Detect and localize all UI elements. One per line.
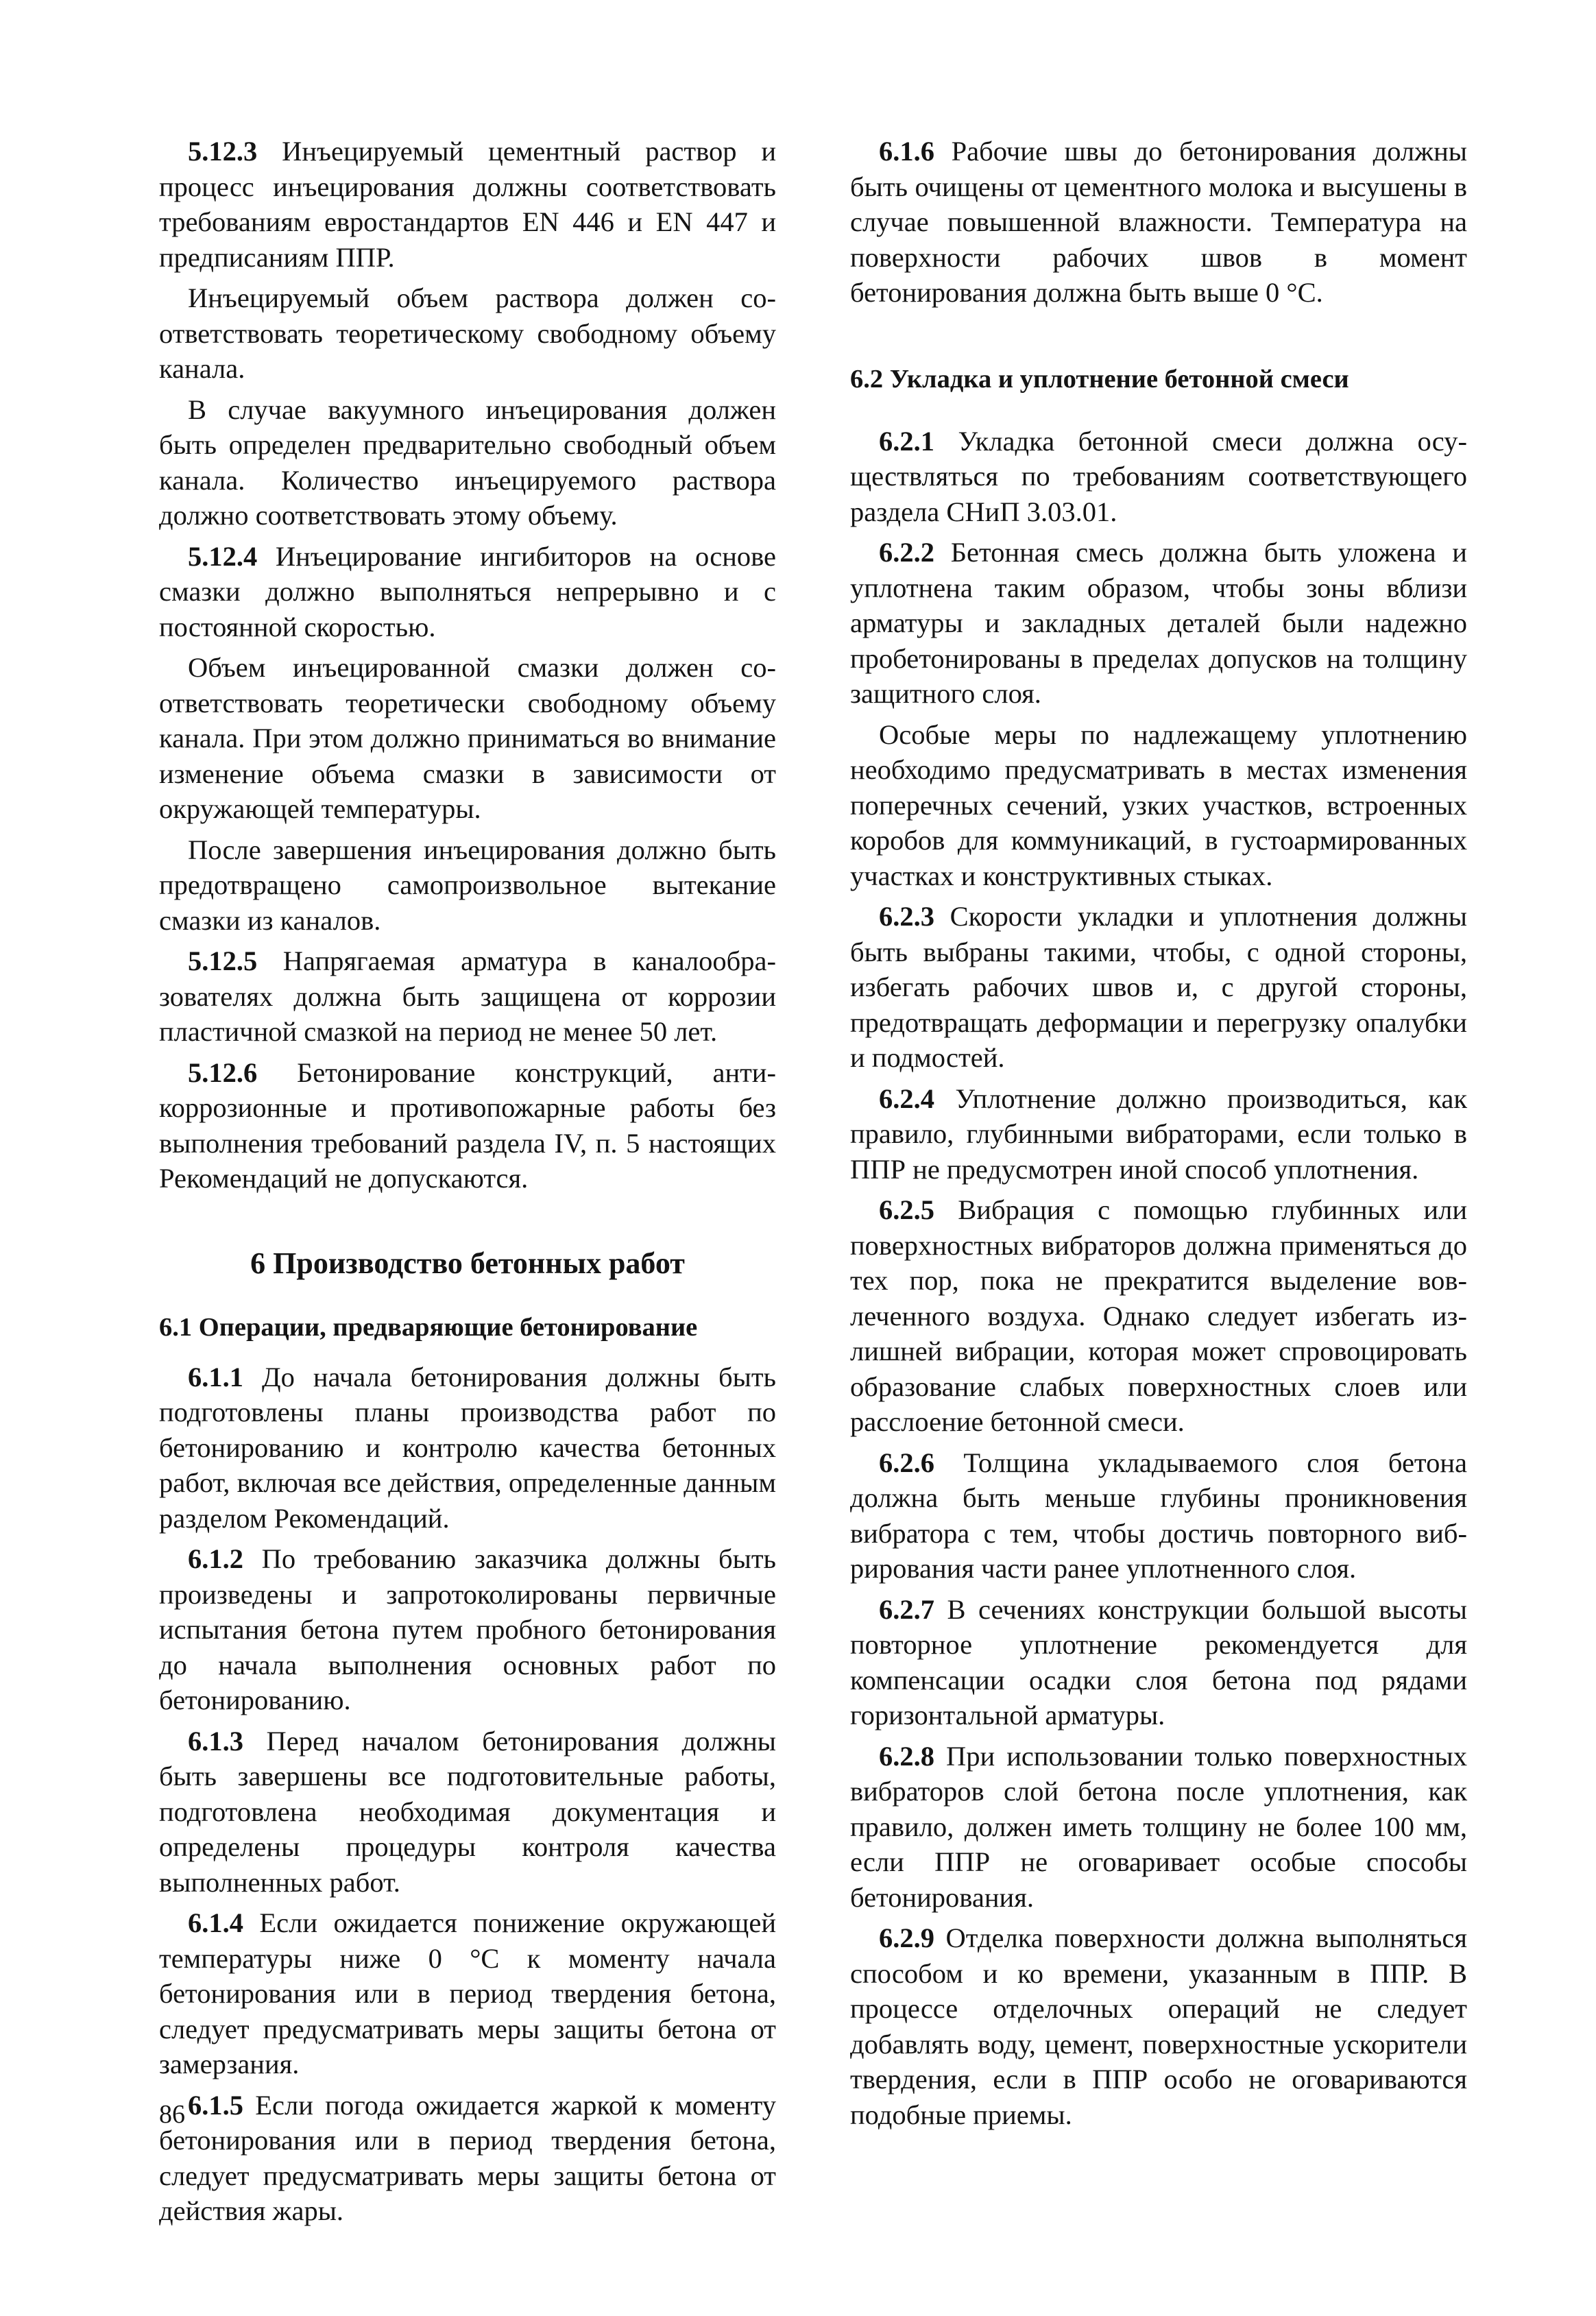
clause-text: Отделка поверхности должна выполняться способом и ко времени, указанным в ППР. В процессе отделочных операций не следует добавлять воду, цемент, поверхностные ускорители твердения, если в ППР особо не оговариваются подобные приемы.: [850, 1922, 1467, 2130]
clause-number: 5.12.6: [188, 1057, 258, 1088]
paragraph-volume: Инъецируемый объем раствора должен соответствовать теоретическому свободному объему канала.: [159, 282, 776, 384]
paragraph-6-1-5: [159, 2088, 776, 2229]
paragraph-6-1-1: [159, 1360, 776, 1536]
clause-text: Толщина укладываемого слоя бетона должна быть меньше глубины проникновения вибратора с тем, чтобы достичь повторного вибрирования части ранее уплотненного слоя.: [850, 1447, 1467, 1584]
clause-number: 6.2.4: [879, 1083, 934, 1114]
paragraph-after: После завершения инъецирования должно быть предотвращено самопроизвольное вытекание смазки из каналов.: [159, 834, 776, 936]
paragraph-6-2-8: [850, 1739, 1467, 1916]
paragraph-6-2-6: [850, 1445, 1467, 1587]
paragraph-6-1-3: [159, 1724, 776, 1901]
paragraph-6-1-6: [850, 134, 1467, 311]
clause-text: Перед началом бетонирования должны быть завершены все подготовительные работы, подготовлена необходимая документация и определены процедуры контроля качества выполненных работ.: [159, 1725, 776, 1898]
paragraph-5-12-3: [159, 134, 776, 275]
clause-text: Если ожидается понижение окружающей температуры ниже 0 °С к моменту начала бетонирования или в период твердения бетона, следует предусматривать меры защиты бетона от замерзания.: [159, 1907, 776, 2079]
clause-number: 6.1.1: [188, 1361, 243, 1392]
page-number: 86: [159, 2100, 185, 2129]
subsection-heading-6-2: 6.2 Укладка и уплотнение бетонной смеси: [850, 364, 1349, 394]
clause-number: 6.1.3: [188, 1725, 243, 1757]
clause-number: 6.1.5: [188, 2089, 243, 2121]
clause-text: При использовании только поверхностных вибраторов слой бетона после уплотнения, как правило, должен иметь толщину не более 100 мм, если ППР не оговаривает особые способы бетонирования.: [850, 1740, 1467, 1913]
paragraph-6-2-7: [850, 1592, 1467, 1733]
section-heading-6: 6 Производство бетонных работ: [250, 1246, 685, 1280]
clause-text: До начала бетонирования должны быть подготовлены планы производства работ по бетонированию и контролю качества бетонных работ, включая все действия, определенные данным разделом Рекомендаций.: [159, 1361, 776, 1534]
clause-number: 6.2.2: [879, 537, 934, 568]
subsection-heading-6-1: 6.1 Операции, предваряющие бетонирование: [159, 1312, 698, 1342]
clause-text: Если погода ожидается жаркой к моменту бетонирования или в период твердения бетона, следует предусматривать меры защиты бетона от действия жары.: [159, 2089, 776, 2226]
paragraph-6-2-9: [850, 1920, 1467, 2132]
clause-number: 6.1.4: [188, 1907, 243, 1938]
paragraph-6-2-2: [850, 535, 1467, 712]
clause-number: 6.2.1: [879, 425, 934, 457]
paragraph-6-2-5: [850, 1192, 1467, 1440]
paragraph-5-12-4: [159, 539, 776, 645]
clause-number: 6.1.6: [879, 136, 934, 167]
paragraph-special-measures: Особые меры по надлежащему уплотнению необходимо предусматривать в местах изменения поперечных сечений, узких участков, встроенных коробов для коммуникаций, в густоармированных участках и конструктивных стыках.: [850, 719, 1467, 891]
paragraph-5-12-6: [159, 1055, 776, 1196]
paragraph-6-2-1: [850, 424, 1467, 530]
paragraph-6-1-4: [159, 1905, 776, 2082]
clause-number: 6.2.3: [879, 901, 934, 932]
clause-number: 6.2.9: [879, 1922, 934, 1953]
right-column: [850, 134, 1467, 2132]
clause-text: Уплотнение должно производиться, как правило, глубинными вибраторами, если только в ППР не предусмотрен иной способ уплотнения.: [850, 1083, 1467, 1185]
clause-text: Инъецируемый цементный раствор и процесс инъецирования должны соответствовать требованиям евростандартов EN 446 и EN 447 и предписаниям ППР.: [159, 136, 776, 273]
clause-number: 5.12.4: [188, 540, 258, 572]
clause-text: Напрягаемая арматура в каналообразователях должна быть защищена от коррозии пластичной смазкой на период не менее 50 лет.: [159, 945, 776, 1047]
clause-number: 6.2.7: [879, 1593, 934, 1625]
paragraph-grease: Объем инъецированной смазки должен соответствовать теоретически свободному объему канала. При этом должно приниматься во внимание изменение объема смазки в зависимости от окружающей температуры.: [159, 652, 776, 824]
clause-text: Бетонная смесь должна быть уложена и уплотнена таким образом, чтобы зоны вблизи арматуры и закладных деталей были надежно пробетонированы в пределах допусков на толщину защитного слоя.: [850, 537, 1467, 709]
clause-text: По требованию заказчика должны быть произведены и запротоколированы первичные испытания бетона путем пробного бетонирования до начала выполнения основных работ по бетонированию.: [159, 1543, 776, 1715]
clause-text: Рабочие швы до бетонирования должны быть очищены от цементного молока и высушены в случае повышенной влажности. Температура на поверхности рабочих швов в момент бетонирования должна быть выше 0 °С.: [850, 136, 1467, 308]
paragraph-vacuum: В случае вакуумного инъецирования должен быть определен предварительно свободный объем канала. Количество инъецируемого раствора должно соответствовать этому объему.: [159, 394, 776, 531]
clause-number: 6.2.6: [879, 1447, 934, 1478]
clause-text: Бетонирование конструкций, антикоррозионные и противопожарные работы без выполнения требований раздела IV, п. 5 настоящих Рекомендаций не допускаются.: [159, 1057, 776, 1194]
clause-number: 5.12.3: [188, 136, 258, 167]
clause-number: 5.12.5: [188, 945, 258, 976]
clause-text: В сечениях конструкции большой высоты повторное уплотнение рекомендуется для компенсации осадки слоя бетона под рядами горизонтальной арматуры.: [850, 1593, 1467, 1730]
clause-text: Вибрация с помощью глубинных или поверхностных вибраторов должна применяться до тех пор, пока не прекратится выделение вовлеченного воздуха. Однако следует избегать излишней вибрации, которая может спровоцировать образование слабых поверхностных слоев или расслоение бетонной смеси.: [850, 1194, 1467, 1437]
clause-number: 6.1.2: [188, 1543, 243, 1574]
clause-number: 6.2.8: [879, 1740, 934, 1772]
paragraph-6-2-4: [850, 1081, 1467, 1187]
paragraph-5-12-5: [159, 943, 776, 1050]
paragraph-6-2-3: [850, 899, 1467, 1076]
clause-text: Скорости укладки и уплотнения должны быть выбраны такими, чтобы, с одной стороны, избегать рабочих швов и, с другой стороны, предотвращать деформации и перегрузку опалубки и подмостей.: [850, 901, 1467, 1073]
clause-number: 6.2.5: [879, 1194, 934, 1225]
clause-text: Укладка бетонной смеси должна осуществляться по требованиям соответствующего раздела СНиП 3.03.01.: [850, 425, 1467, 527]
paragraph-6-1-2: [159, 1541, 776, 1718]
left-column: [159, 134, 776, 2229]
clause-text: Инъецирование ингибиторов на основе смазки должно выполняться непрерывно и с постоянной скоростью.: [159, 540, 776, 642]
